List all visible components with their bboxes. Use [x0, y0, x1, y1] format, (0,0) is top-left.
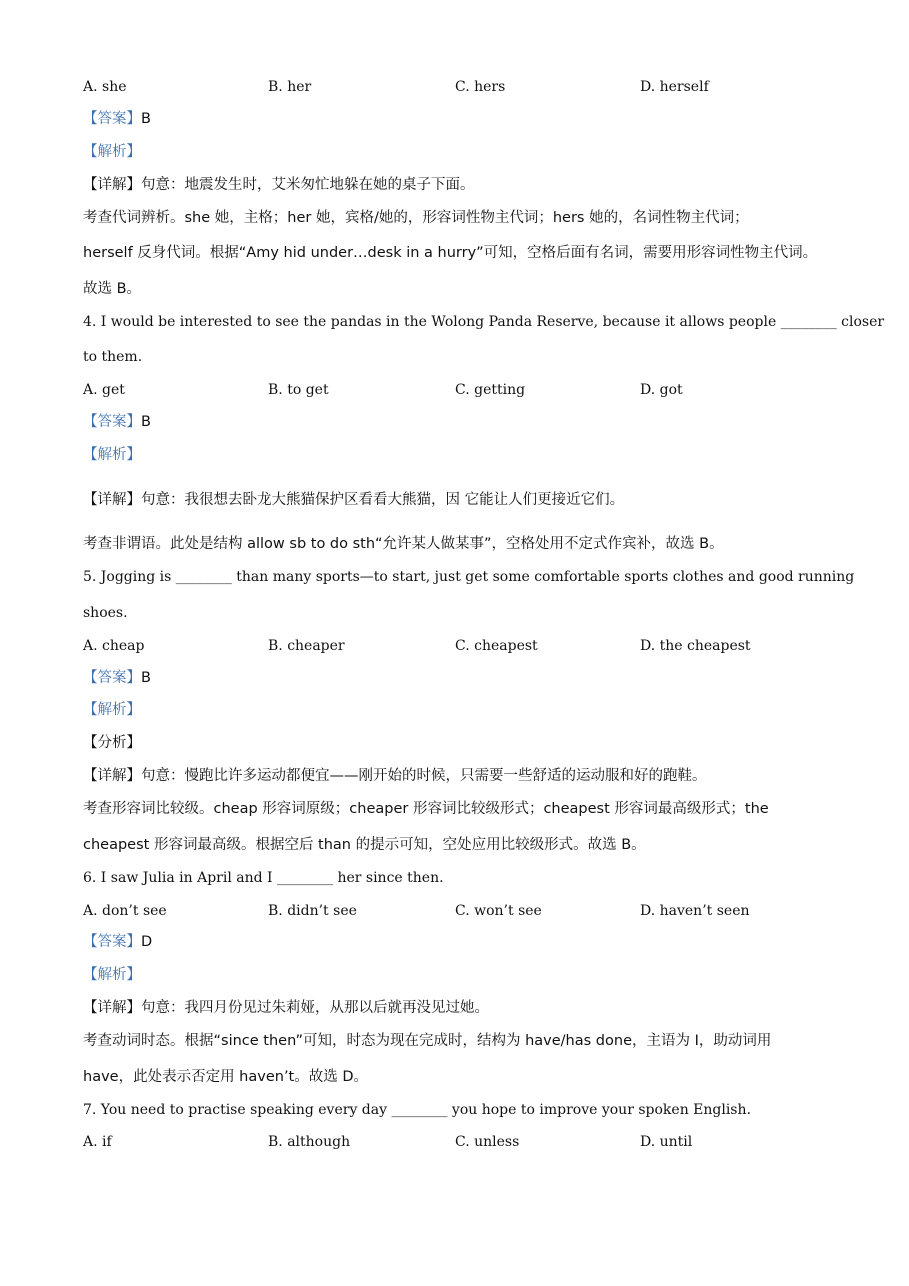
q4-option-a: A. get — [83, 382, 125, 398]
q5-detail: 【详解】句意：慢跑比许多运动都便宜——刚开始的时候，只需要一些舒适的运动服和好的跑鞋。 — [83, 768, 707, 784]
q6-answer — [83, 933, 152, 951]
q4-analysis-tag: 【解析】 — [83, 447, 141, 463]
q6-stem-1: 6. I saw Julia in April and I ________ her since then. — [83, 870, 444, 886]
q6-option-a: A. don’t see — [83, 903, 167, 919]
q6-option-c: C. won’t see — [455, 903, 542, 919]
q6-explain-2: have，此处表示否定用 haven’t。故选 D。 — [83, 1069, 369, 1085]
answer-tag: 【答案】 — [83, 111, 141, 127]
q4-answer — [83, 413, 151, 431]
q3-analysis-tag: 【解析】 — [83, 144, 141, 160]
q4-option-d: D. got — [640, 382, 683, 398]
q7-option-c: C. unless — [455, 1134, 520, 1150]
q5-option-b: B. cheaper — [268, 638, 345, 654]
q3-detail: 【详解】句意：地震发生时，艾米匆忙地躲在她的桌子下面。 — [83, 177, 475, 193]
q5-option-a: A. cheap — [83, 638, 145, 654]
q5-explain-1: 考查形容词比较级。cheap 形容词原级；cheaper 形容词比较级形式；cheapest 形容词最高级形式；the — [83, 801, 769, 817]
q6-option-b: B. didn’t see — [268, 903, 357, 919]
q5-stem-2: shoes. — [83, 605, 128, 621]
answer-tag: 【答案】 — [83, 414, 141, 430]
q3-explain-3: 故选 B。 — [83, 281, 142, 297]
q3-explain-1: 考查代词辨析。she 她，主格；her 她，宾格/她的，形容词性物主代词；hers 她的，名词性物主代词； — [83, 210, 749, 226]
q5-analysis-tag: 【解析】 — [83, 702, 141, 718]
q6-option-d: D. haven’t seen — [640, 903, 750, 919]
q7-option-d: D. until — [640, 1134, 693, 1150]
q4-detail: 【详解】句意：我很想去卧龙大熊猫保护区看看大熊猫，因 它能让人们更接近它们。 — [83, 492, 625, 508]
q7-option-b: B. although — [268, 1134, 351, 1150]
q5-option-d: D. the cheapest — [640, 638, 751, 654]
q5-stem-1: 5. Jogging is ________ than many sports—to start, just get some comfortable sports clothes and good running — [83, 569, 855, 585]
q3-option-b: B. her — [268, 79, 312, 95]
q5-option-c: C. cheapest — [455, 638, 538, 654]
answer-value: B — [141, 414, 151, 430]
q3-option-d: D. herself — [640, 79, 709, 95]
answer-tag: 【答案】 — [83, 670, 141, 686]
answer-value: B — [141, 111, 151, 127]
q5-fenxi-tag: 【分析】 — [83, 735, 141, 751]
answer-value: B — [141, 670, 151, 686]
q4-option-b: B. to get — [268, 382, 329, 398]
q6-analysis-tag: 【解析】 — [83, 967, 141, 983]
q3-option-a: A. she — [83, 79, 127, 95]
q4-stem-1: 4. I would be interested to see the pandas in the Wolong Panda Reserve, because it allows people ________ closer — [83, 314, 885, 330]
q7-option-a: A. if — [83, 1134, 112, 1150]
q5-answer — [83, 669, 151, 687]
q4-option-c: C. getting — [455, 382, 526, 398]
q6-detail: 【详解】句意：我四月份见过朱莉娅，从那以后就再没见过她。 — [83, 1000, 489, 1016]
q7-stem-1: 7. You need to practise speaking every day ________ you hope to improve your spoken English. — [83, 1102, 751, 1118]
q3-option-c: C. hers — [455, 79, 506, 95]
answer-value: D — [141, 934, 153, 950]
q4-explain-1: 考查非谓语。此处是结构 allow sb to do sth“允许某人做某事”，空格处用不定式作宾补，故选 B。 — [83, 536, 724, 552]
q6-explain-1: 考查动词时态。根据“since then”可知，时态为现在完成时，结构为 have/has done，主语为 I，助动词用 — [83, 1033, 772, 1049]
answer-tag: 【答案】 — [83, 934, 141, 950]
q5-explain-2: cheapest 形容词最高级。根据空后 than 的提示可知，空处应用比较级形式。故选 B。 — [83, 837, 646, 853]
q4-stem-2: to them. — [83, 349, 143, 365]
q3-explain-2: herself 反身代词。根据“Amy hid under…desk in a hurry”可知，空格后面有名词，需要用形容词性物主代词。 — [83, 245, 818, 261]
q3-answer — [83, 110, 151, 128]
